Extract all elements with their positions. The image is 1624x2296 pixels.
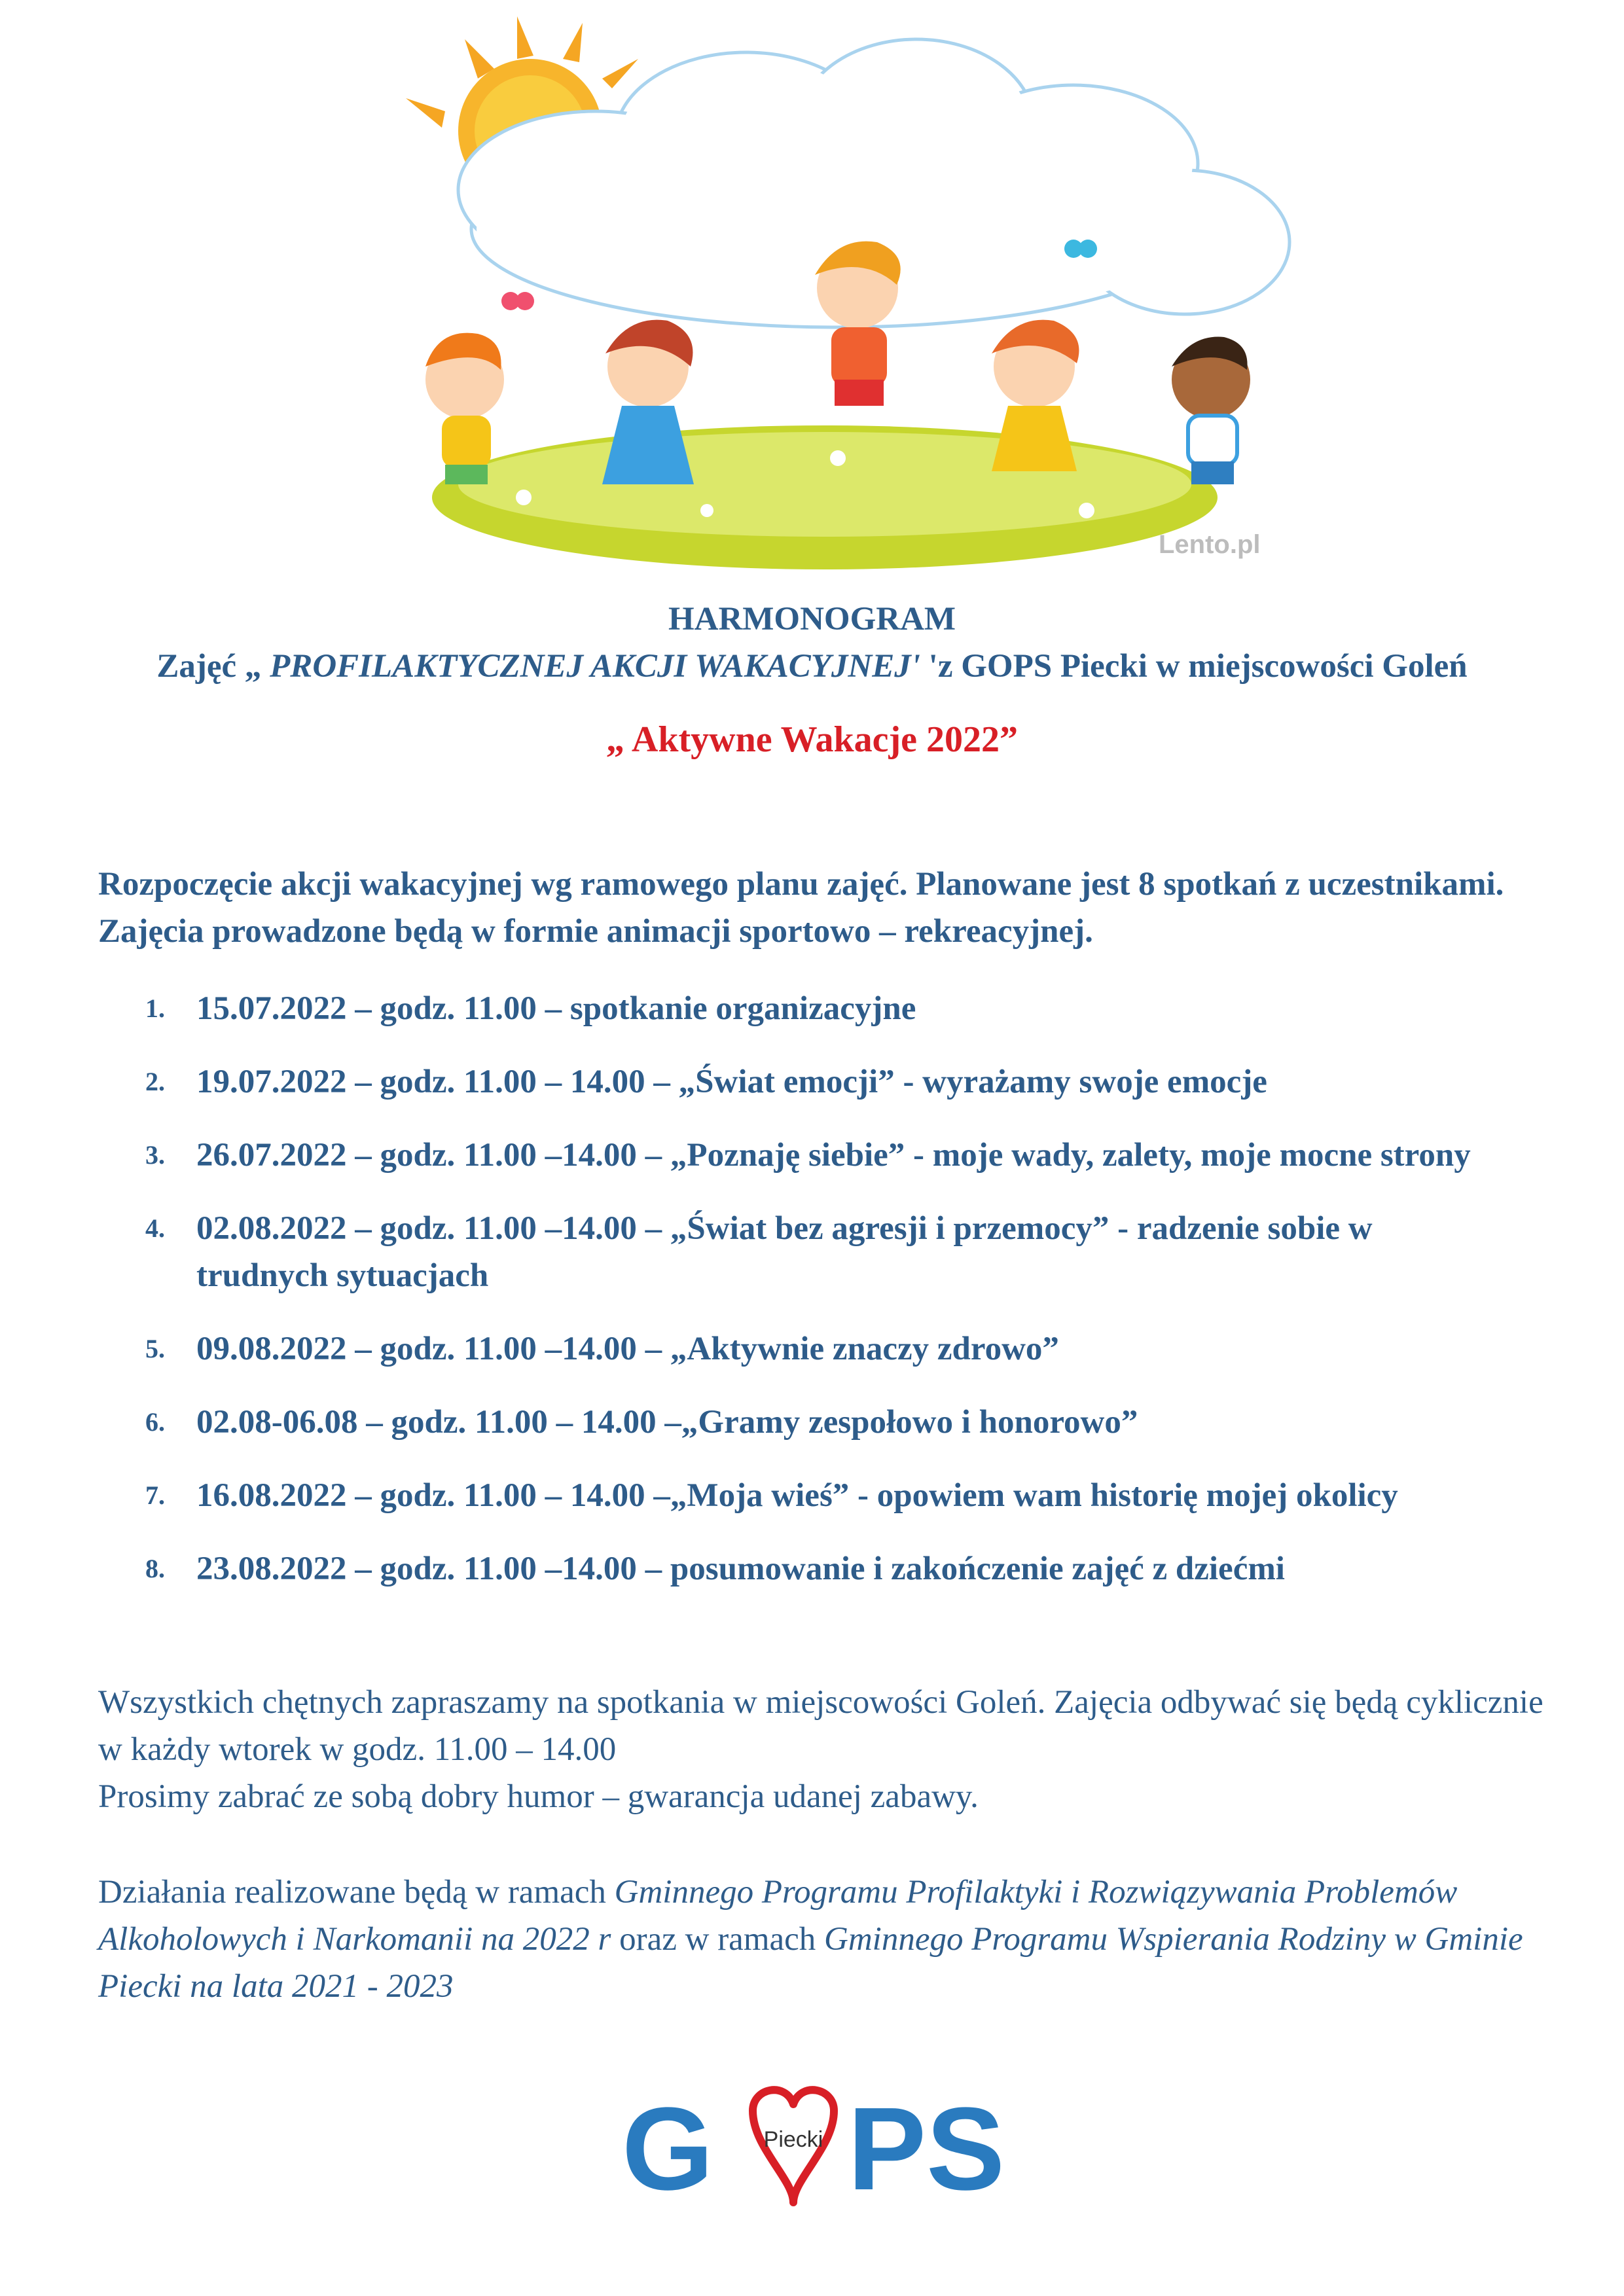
document-heading: [0, 596, 1624, 766]
item-text: 26.07.2022 – godz. 11.00 –14.00 – „Poznaję siebie” - moje wady, zalety, moje mocne strony: [196, 1137, 1471, 1174]
schedule-item: [0, 1325, 1624, 1372]
event-name: „ Aktywne Wakacje 2022”: [606, 719, 1018, 760]
item-text: 16.08.2022 – godz. 11.00 – 14.00 –„Moja wieś” - opowiem wam historię mojej okolicy: [196, 1477, 1398, 1514]
item-number: 8.: [145, 1554, 165, 1583]
subtitle-suffix: 'z GOPS Piecki w miejscowości Goleń: [928, 648, 1468, 685]
item-text: 15.07.2022 – godz. 11.00 – spotkanie organizacyjne: [196, 990, 916, 1027]
schedule-item: [0, 1399, 1624, 1446]
closing-paragraph: [98, 1679, 1545, 1820]
subtitle-prefix: Zajęć „: [156, 648, 270, 685]
item-text: 02.08.2022 – godz. 11.00 –14.00 – „Świat bez agresji i przemocy” - radzenie sobie w trudnych sytuacjach: [196, 1210, 1373, 1294]
item-number: 2.: [145, 1067, 165, 1096]
item-number: 1.: [145, 994, 165, 1023]
programs-text-2: oraz w ramach: [611, 1921, 825, 1958]
program-name-1: Gminnego Programu Profilaktyki i Rozwiązywania Problemów Alkoholowych i Narkomanii na 2022 r: [98, 1874, 1458, 1958]
schedule-item: [0, 1132, 1624, 1179]
logo-letters-ps: PS: [848, 2083, 1005, 2212]
item-text: 19.07.2022 – godz. 11.00 – 14.00 – „Świat emocji” - wyrażamy swoje emocje: [196, 1064, 1267, 1100]
humor-text: Prosimy zabrać ze sobą dobry humor – gwarancja udanej zabawy.: [98, 1778, 979, 1815]
heading-subtitle: [0, 643, 1624, 690]
schedule-item: [0, 1545, 1624, 1592]
programs-text-1: Działania realizowane będą w ramach: [98, 1874, 615, 1910]
watermark: Lento.pl: [1159, 530, 1261, 559]
item-number: 3.: [145, 1140, 165, 1170]
gops-logo: [622, 2081, 1041, 2212]
logo-letter-g: G: [622, 2083, 714, 2212]
schedule-item: [0, 1472, 1624, 1519]
item-number: 4.: [145, 1213, 165, 1243]
intro-paragraph: Rozpoczęcie akcji wakacyjnej wg ramowego planu zajęć. Planowane jest 8 spotkań z uczestnikami. Zajęcia prowadzone będą w formie animacji sportowo – rekreacyjnej.: [98, 866, 1504, 950]
schedule-item: [0, 985, 1624, 1032]
item-text: 09.08.2022 – godz. 11.00 –14.00 – „Aktywnie znaczy zdrowo”: [196, 1331, 1059, 1367]
item-number: 7.: [145, 1480, 165, 1510]
item-text: 02.08-06.08 – godz. 11.00 – 14.00 –„Gramy zespołowo i honorowo”: [196, 1404, 1138, 1441]
logo-heart-text: Piecki: [763, 2127, 823, 2152]
program-name-2: Gminnego Programu Wspierania Rodziny w Gminie Piecki na lata 2021 - 2023: [98, 1921, 1523, 2005]
children-illustration: [380, 13, 1309, 576]
schedule-item: [0, 1058, 1624, 1105]
item-text: 23.08.2022 – godz. 11.00 –14.00 – posumowanie i zakończenie zajęć z dziećmi: [196, 1551, 1285, 1587]
harmonogram-title: HARMONOGRAM: [668, 601, 956, 637]
item-number: 5.: [145, 1334, 165, 1363]
schedule-item: [0, 1205, 1624, 1299]
item-number: 6.: [145, 1407, 165, 1437]
invitation-text: Wszystkich chętnych zapraszamy na spotkania w miejscowości Goleń. Zajęcia odbywać się będą cyklicznie w każdy wtorek w godz. 11.00 – 14.00: [98, 1684, 1543, 1768]
subtitle-italic: PROFILAKTYCZNEJ AKCJI WAKACYJNEJ': [270, 648, 929, 685]
schedule-list: [0, 985, 1624, 1619]
programs-paragraph: [98, 1869, 1558, 2010]
